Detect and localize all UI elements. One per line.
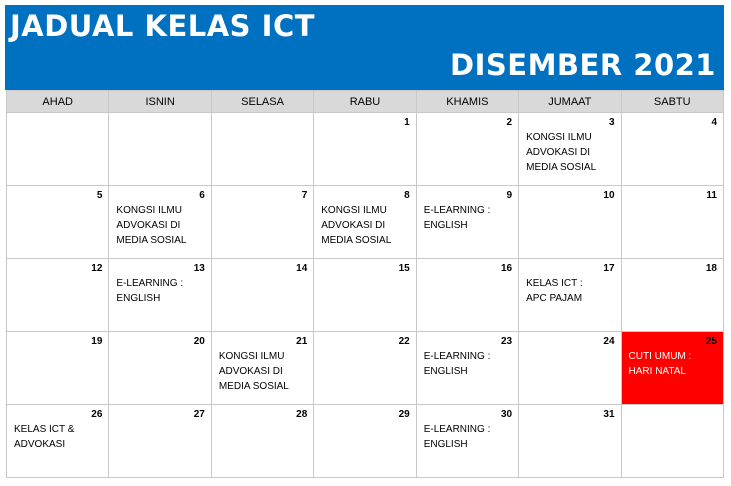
day-cell[interactable] [519,186,621,259]
day-number: 14 [296,263,308,274]
day-number: 31 [603,409,615,420]
day-number: 13 [193,263,205,274]
day-cell[interactable] [7,186,109,259]
day-number: 26 [91,409,103,420]
day-cell[interactable] [211,113,313,186]
day-number: 9 [506,190,513,201]
day-number: 22 [398,336,410,347]
day-cell[interactable] [314,405,416,478]
day-number: 5 [96,190,103,201]
day-cell[interactable] [314,186,416,259]
day-number: 18 [705,263,717,274]
event-label: E-LEARNING : ENGLISH [423,351,491,377]
day-number: 6 [199,190,205,201]
day-cell[interactable] [621,259,723,332]
week-row [7,113,724,186]
day-cell[interactable] [519,332,621,405]
day-number: 10 [603,190,615,201]
day-number: 19 [91,336,103,347]
day-cell[interactable] [416,332,518,405]
day-cell[interactable] [211,405,313,478]
day-cell[interactable] [621,113,723,186]
event-label: KONGSI ILMU ADVOKASI DI MEDIA SOSIAL [321,205,392,246]
day-number: 29 [398,409,410,420]
weekday-header[interactable]: ISNIN [109,91,211,113]
day-cell[interactable] [621,405,723,478]
day-number: 4 [711,117,717,128]
event-label: KELAS ICT & ADVOKASI [14,424,75,450]
day-number: 15 [398,263,410,274]
weekday-header-row [7,91,724,113]
day-cell[interactable] [621,186,723,259]
day-number: 12 [91,263,103,274]
day-cell[interactable] [211,186,313,259]
day-cell[interactable] [211,259,313,332]
day-cell[interactable] [109,186,211,259]
day-number: 30 [500,409,513,420]
day-cell[interactable] [7,405,109,478]
day-cell[interactable] [416,405,518,478]
weekday-header[interactable]: AHAD [7,91,109,113]
day-cell[interactable] [109,259,211,332]
day-number: 16 [500,263,513,274]
day-cell[interactable] [7,332,109,405]
day-cell[interactable] [109,332,211,405]
day-cell[interactable] [7,113,109,186]
day-number: 24 [603,336,615,347]
day-cell[interactable] [314,259,416,332]
day-number: 11 [706,190,717,201]
day-number: 2 [506,117,513,128]
day-number: 21 [296,336,308,347]
day-cell[interactable] [519,113,621,186]
month-label: DISEMBER 2021 [450,48,716,82]
week-row [7,405,724,478]
weekday-header[interactable]: SABTU [621,91,723,113]
day-number: 3 [608,117,615,128]
week-row [7,186,724,259]
day-cell[interactable] [314,332,416,405]
day-cell[interactable] [109,405,211,478]
event-label: E-LEARNING : ENGLISH [423,424,491,450]
event-label: E-LEARNING : ENGLISH [423,205,491,231]
calendar-body [7,113,724,478]
event-label: KONGSI ILMU ADVOKASI DI MEDIA SOSIAL [218,351,289,392]
day-cell[interactable] [416,259,518,332]
week-row [7,332,724,405]
day-cell[interactable] [416,186,518,259]
day-number: 27 [193,409,205,420]
event-label: KONGSI ILMU ADVOKASI DI MEDIA SOSIAL [526,132,597,173]
day-cell[interactable] [621,332,723,405]
weekday-header[interactable]: RABU [314,91,416,113]
event-label: KELAS ICT : APC PAJAM [526,278,583,304]
day-number: 20 [193,336,205,347]
day-number: 23 [500,336,513,347]
calendar-grid [6,90,724,478]
day-number: 7 [301,190,308,201]
day-cell[interactable] [211,332,313,405]
day-number: 28 [296,409,308,420]
day-cell[interactable] [7,259,109,332]
day-number: 17 [603,263,615,274]
day-cell[interactable] [109,113,211,186]
weekday-header[interactable]: SELASA [211,91,313,113]
event-label: E-LEARNING : ENGLISH [116,278,184,304]
day-number: 8 [404,190,410,201]
day-cell[interactable] [519,405,621,478]
day-number: 1 [404,117,410,128]
event-label: KONGSI ILMU ADVOKASI DI MEDIA SOSIAL [116,205,187,246]
day-cell[interactable] [416,113,518,186]
page-title: JADUAL KELAS ICT [10,9,316,43]
weekday-header[interactable]: JUMAAT [519,91,621,113]
week-row [7,259,724,332]
day-number: 25 [705,336,717,347]
event-label: CUTI UMUM : HARI NATAL [628,351,692,377]
weekday-header[interactable]: KHAMIS [416,91,518,113]
header-banner [5,5,724,90]
day-cell[interactable] [519,259,621,332]
day-cell[interactable] [314,113,416,186]
